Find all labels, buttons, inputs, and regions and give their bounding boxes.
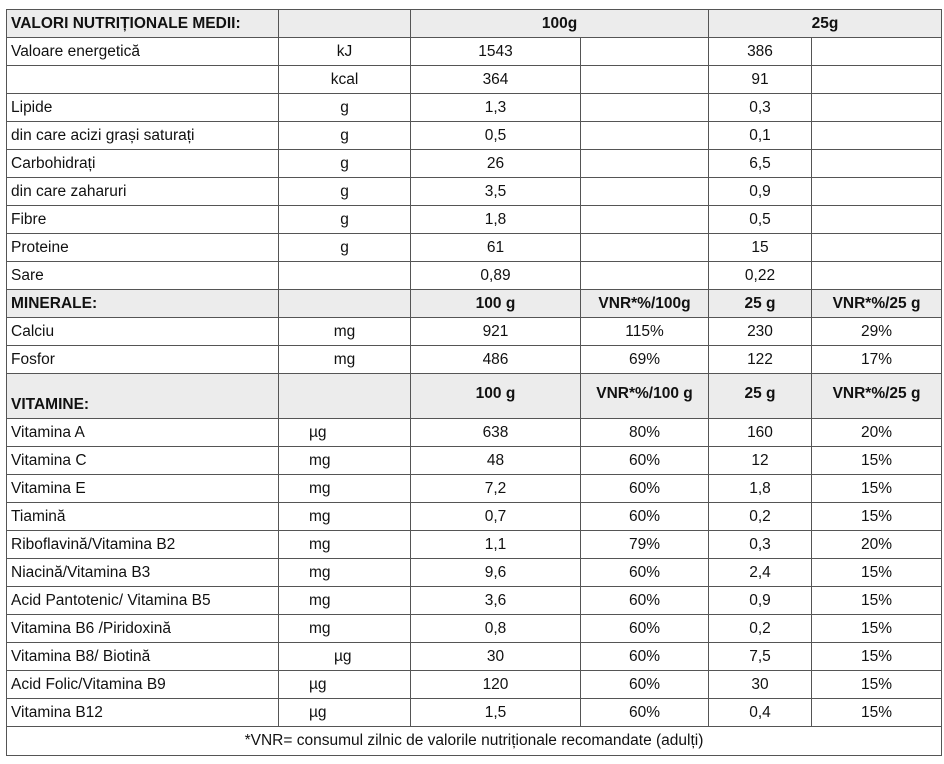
- table-row: Lipide g 1,3 0,3: [7, 94, 942, 122]
- table-row: din care acizi grași saturați g 0,5 0,1: [7, 122, 942, 150]
- vnr-footnote: *VNR= consumul zilnic de valorile nutriționale recomandate (adulți): [7, 727, 942, 756]
- table-row: Vitamina B8/ Biotină µg 30 60% 7,5 15%: [7, 643, 942, 671]
- nutrition-table: [6, 9, 942, 756]
- table-row: Sare 0,89 0,22: [7, 262, 942, 290]
- table-row: Fosfor mg 486 69% 122 17%: [7, 346, 942, 374]
- table-row: Vitamina B12 µg 1,5 60% 0,4 15%: [7, 699, 942, 727]
- minerals-title: MINERALE:: [7, 290, 279, 318]
- table-row: din care zaharuri g 3,5 0,9: [7, 178, 942, 206]
- table-row: Carbohidrați g 26 6,5: [7, 150, 942, 178]
- table-row: Vitamina A µg 638 80% 160 20%: [7, 419, 942, 447]
- table-row: Riboflavină/Vitamina B2 mg 1,1 79% 0,3 20%: [7, 531, 942, 559]
- col-25g: 25g: [709, 10, 942, 38]
- table-row: Vitamina E mg 7,2 60% 1,8 15%: [7, 475, 942, 503]
- table-row: Valoare energetică kJ 1543 386: [7, 38, 942, 66]
- minerals-header-row: MINERALE: 100 g VNR*%/100g 25 g VNR*%/25 g: [7, 290, 942, 318]
- table-row: Proteine g 61 15: [7, 234, 942, 262]
- vitamins-header-row: VITAMINE: 100 g VNR*%/100 g 25 g VNR*%/25 g: [7, 374, 942, 419]
- table-row: Calciu mg 921 115% 230 29%: [7, 318, 942, 346]
- table-row: Acid Pantotenic/ Vitamina B5 mg 3,6 60% 0,9 15%: [7, 587, 942, 615]
- table-row: Niacină/Vitamina B3 mg 9,6 60% 2,4 15%: [7, 559, 942, 587]
- table-title: VALORI NUTRIȚIONALE MEDII:: [7, 10, 279, 38]
- table-row: Fibre g 1,8 0,5: [7, 206, 942, 234]
- table-row: Vitamina C mg 48 60% 12 15%: [7, 447, 942, 475]
- table-row: Tiamină mg 0,7 60% 0,2 15%: [7, 503, 942, 531]
- nutrition-header-row: [7, 10, 942, 38]
- col-100g: 100g: [411, 10, 709, 38]
- table-row: Acid Folic/Vitamina B9 µg 120 60% 30 15%: [7, 671, 942, 699]
- vitamins-title: VITAMINE:: [7, 374, 279, 419]
- footer-row: [7, 727, 942, 756]
- table-row: Vitamina B6 /Piridoxină mg 0,8 60% 0,2 15%: [7, 615, 942, 643]
- table-row: kcal 364 91: [7, 66, 942, 94]
